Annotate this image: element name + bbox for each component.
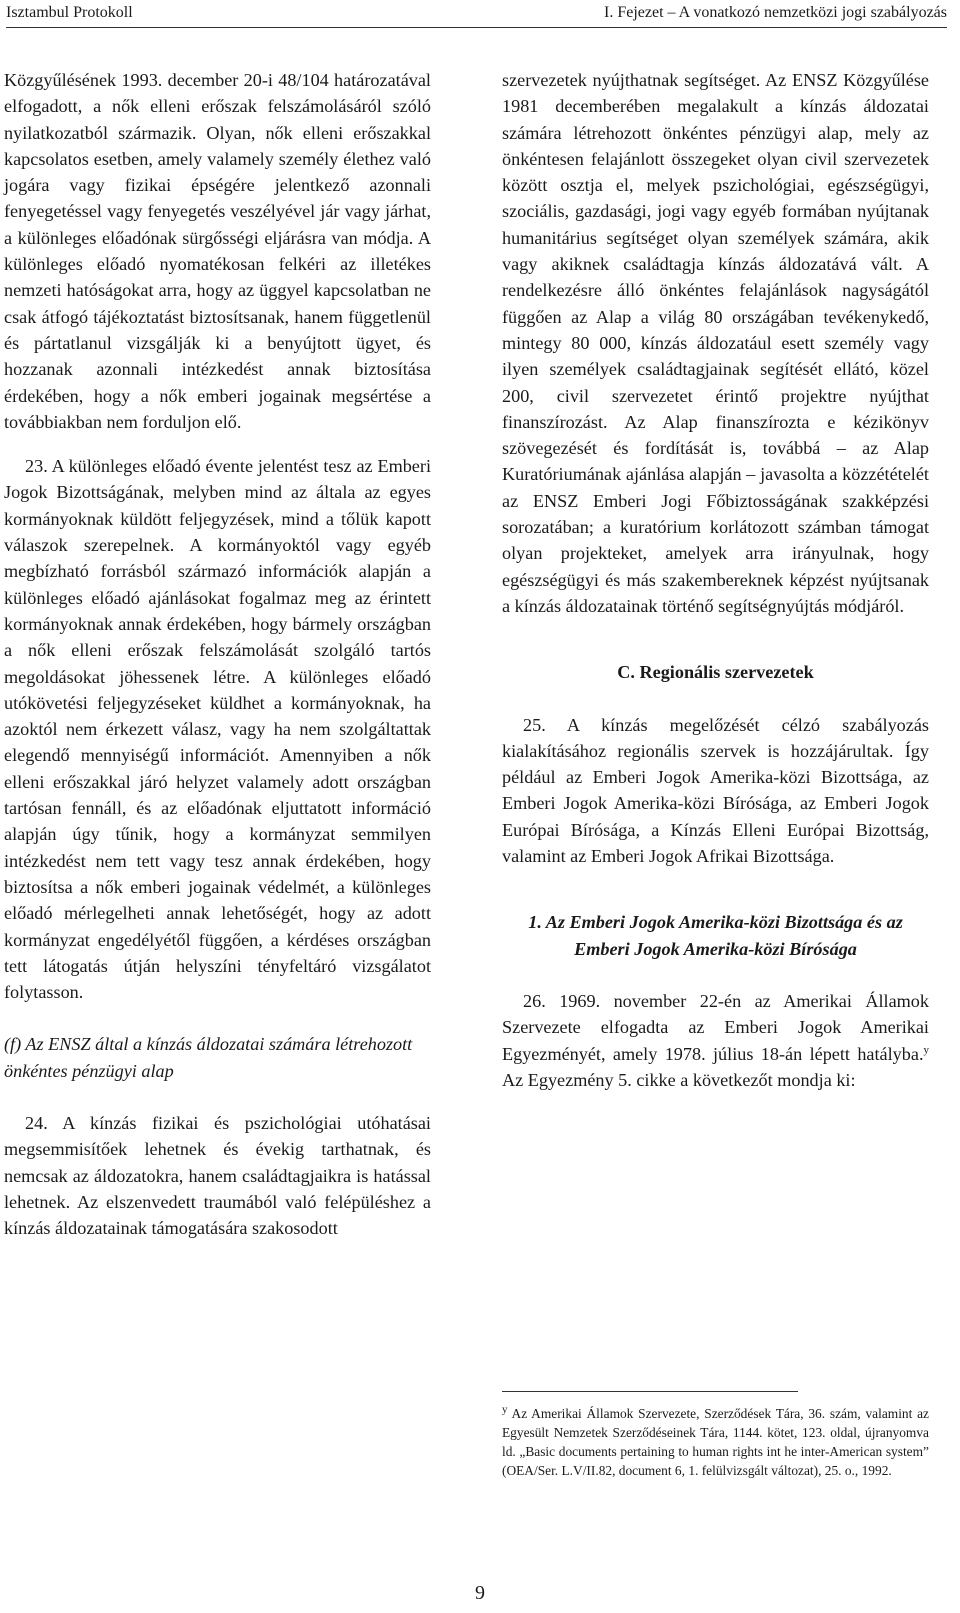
- section-heading-c: C. Regionális szervezetek: [617, 662, 814, 683]
- right-column: [502, 67, 929, 1093]
- header-divider: [6, 27, 947, 28]
- section-heading-1: 1. Az Emberi Jogok Amerika-közi Bizottsága és az Emberi Jogok Amerika-közi Bírósága: [528, 912, 903, 959]
- footnote-marker: y: [923, 1043, 929, 1056]
- paragraph-22-continued: Közgyűlésének 1993. december 20-i 48/104 határozatával elfogadott, a nők elleni erőszak felszámolásáról szóló nyilatkozatból származik. Olyan, nők elleni erőszakkal kapcsolatos esetben, amely valamely személy élethez való jogára vagy fizikai épségére jelentkező azonnali fenyegetéssel vagy fenyegetés veszélyével jár vagy járhat, a különleges előadónak sürgősségi eljárásra van módja. A különleges előadó nyomatékosan felkéri az illetékes nemzeti hatóságokat arra, hogy az üggyel kapcsolatban ne csak átfogó tájékoztatást biztosítsanak, hanem függetlenül és pártatlanul vizsgálják ki a benyújtott ügyet, és hozzanak azonnali intézkedést annak biztosítása érdekében, hogy a nők emberi jogainak megsértése a továbbiakban nem forduljon elő.: [4, 70, 431, 432]
- subheading-f-un-voluntary-fund: (f) Az ENSZ által a kínzás áldozatai számára létrehozott önkéntes pénzügyi alap: [4, 1034, 413, 1081]
- paragraph-23: 23. A különleges előadó évente jelentést tesz az Emberi Jogok Bizottságának, melyben mind az általa az egyes kormányoknak küldött feljegyzések, mind a tőlük kapott válaszok szerepelnek. A kormányoktól vagy egyéb megbízható forrásból származó információk alapján a különleges előadó ajánlásokat fogalmaz meg az érintett kormányoknak annak érdekében, hogy bármely országban a nők elleni erőszak felszámolását szolgáló tartós megoldásokat jöhessenek létre. A különleges előadó utókövetési feljegyzéseket küldhet a kormányoknak, ha azoktól nem érkezett válasz, vagy ha nem szolgáltattak elegendő mennyiségű információt. Amennyiben a nők elleni erőszakkal járó helyzet valamely adott országban tartósan fennáll, és az előadónak eljuttatott információ alapján úgy tűnik, hogy a kormányzat semmilyen intézkedést nem tett vagy tesz annak érdekében, hogy biztosítsa a nők emberi jogainak védelmét, a különleges előadó mérlegelheti annak lehetőségét, hogy az adott kormányzat engedélyétől függően, a kérdéses országban tett látogatás útján helyszíni tényfeltáró vizsgálatot folytasson.: [4, 456, 431, 1003]
- footnote-divider: [502, 1391, 798, 1392]
- spacer: [502, 869, 929, 909]
- spacer: [502, 619, 929, 659]
- spacer: [4, 435, 431, 453]
- footnote-y: $^y$ Az Amerikai Államok Szervezete, Szerződések Tára, 36. szám, valamint az Egyesült Nemzetek Szerződéseinek Tára, 1144. kötet, 123. oldal, újranyomva ld. „Basic documents pertaining to human rights int he inter-American system” (OEA/Ser. L.V/II.82, document 6, 1. felülvizsgált változat), 25. o., 1992.: [502, 1403, 929, 1478]
- spacer: [502, 962, 929, 988]
- header-chapter-title: I. Fejezet – A vonatkozó nemzetközi jogi szabályozás: [604, 4, 947, 21]
- spacer: [4, 1005, 431, 1031]
- paragraph-26: 26. 1969. november 22-én az Amerikai Államok Szervezete elfogadta az Emberi Jogok Amerikai Egyezményét, amely 1978. július 18-án lépett hatályba.$^y$ Az Egyezmény 5. cikke a következőt mondja ki:: [502, 990, 929, 1090]
- page-header: [0, 0, 960, 30]
- paragraph-24-continued: szervezetek nyújthatnak segítséget. Az ENSZ Közgyűlése 1981 decemberében megalakult a kínzás áldozatai számára létrehozott önkéntes pénzügyi alap, mely az önkéntesen felajánlott összegeket olyan civil szervezetek között osztja el, melyek pszichológiai, egészségügyi, szociális, gazdasági, jogi vagy egyéb formában nyújtanak humanitárius segítséget olyan személyek számára, akik vagy akiknek családtagja kínzás áldozatává vált. A rendelkezésre álló önkéntes felajánlások nagyságától függően az Alap a világ 80 országában tevékenykedő, mintegy 80 000, kínzás áldozatául esett személy vagy ilyen személyek családtagjainak segítését ellátó, közel 200, civil szervezetet érintő projektre nyújthat finanszírozást. Az Alap finanszírozta e kézikönyv szövegezését és fordítását is, továbbá – az Alap Kuratóriumának ajánlása alapján – javasolta a közzétételét az ENSZ Emberi Jogi Főbiztosságának szakképzési sorozatában; a kuratórium korlátozott számban támogat olyan projekteket, amelyek arra irányulnak, hogy egészségügyi és más szakembereknek képzést nyújtsanak a kínzás áldozatainak történő segítségnyújtás módjáról.: [502, 70, 929, 616]
- paragraph-25: 25. A kínzás megelőzését célzó szabályozás kialakításához regionális szervek is hozzájárultak. Így például az Emberi Jogok Amerika-közi Bizottsága, az Emberi Jogok Amerika-közi Bírósága, az Emberi Jogok Európai Bírósága, a Kínzás Elleni Európai Bizottság, valamint az Emberi Jogok Afrikai Bizottsága.: [502, 714, 929, 867]
- paragraph-24: 24. A kínzás fizikai és pszichológiai utóhatásai megsemmisítőek lehetnek és évekig tarthatnak, és nemcsak az áldozatokra, hanem családtagjaikra is hatással lehetnek. Az elszenvedett traumából való felépüléshez a kínzás áldozatainak támogatására szakosodott: [4, 1112, 431, 1239]
- spacer: [502, 686, 929, 712]
- page-number: 9: [475, 1582, 485, 1604]
- header-document-title: Isztambul Protokoll: [6, 4, 133, 21]
- spacer: [4, 1084, 431, 1110]
- left-column: [4, 67, 431, 1241]
